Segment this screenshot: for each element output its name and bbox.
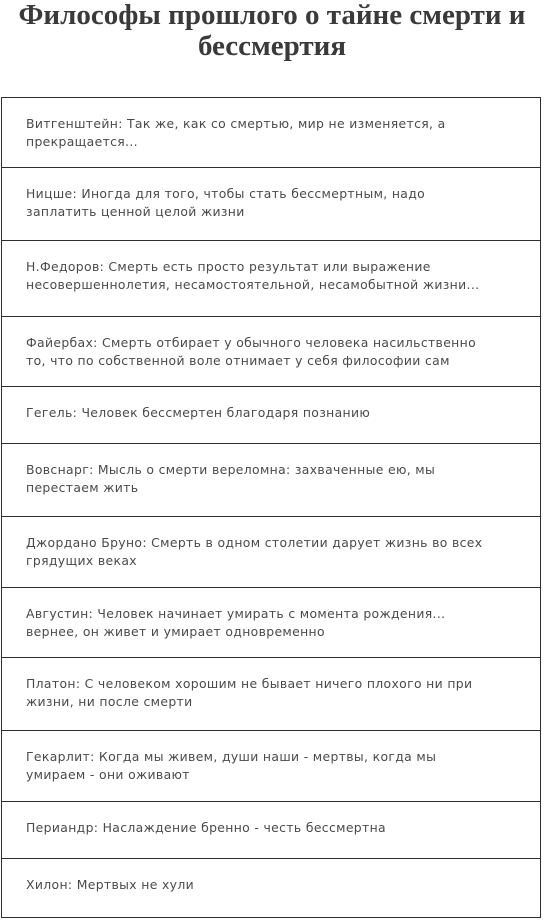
- quote-row: [2, 444, 540, 517]
- quote-row: [2, 802, 540, 859]
- quote-row: [2, 859, 540, 917]
- quote-text: Джордано Бруно: Смерть в одном столетии дарует жизнь во всех грядущих веках: [26, 535, 483, 568]
- quotes-table: [1, 97, 541, 918]
- quote-row: [2, 317, 540, 387]
- quote-row: [2, 731, 540, 802]
- quote-row: [2, 168, 540, 241]
- quote-row: [2, 241, 540, 317]
- quote-text: Гегель: Человек бессмертен благодаря познанию: [26, 405, 371, 420]
- page-title: Философы прошлого о тайне смерти и бессмертия: [18, 0, 526, 62]
- quote-text: Периандр: Наслаждение бренно - честь бессмертна: [26, 820, 386, 835]
- quote-row: [2, 387, 540, 444]
- quote-text: Хилон: Мертвых не хули: [26, 877, 195, 892]
- quote-row: [2, 658, 540, 731]
- quote-text: Платон: С человеком хорошим не бывает ничего плохого ни при жизни, ни после смерти: [26, 676, 473, 709]
- quote-text: Августин: Человек начинает умирать с момента рождения... вернее, он живет и умирает одновременно: [26, 606, 446, 639]
- quote-text: Гекарлит: Когда мы живем, души наши - мертвы, когда мы умираем - они оживают: [26, 749, 437, 782]
- quote-text: Файербах: Смерть отбирает у обычного человека насильственно то, что по собственной воле отнимает у себя философии сам: [26, 335, 477, 368]
- quote-row: [2, 517, 540, 588]
- quote-row: [2, 588, 540, 658]
- quote-row: [2, 98, 540, 168]
- quote-text: Вовснарг: Мысль о смерти вереломна: захваченные ею, мы перестаем жить: [26, 462, 436, 495]
- quote-text: Н.Федоров: Смерть есть просто результат или выражение несовершеннолетия, несамостоятельной, несамобытной жизни...: [26, 259, 480, 292]
- quote-text: Ницше: Иногда для того, чтобы стать бессмертным, надо заплатить ценной целой жизни: [26, 186, 426, 219]
- quote-text: Витгенштейн: Так же, как со смертью, мир не изменяется, а прекращается...: [26, 116, 446, 149]
